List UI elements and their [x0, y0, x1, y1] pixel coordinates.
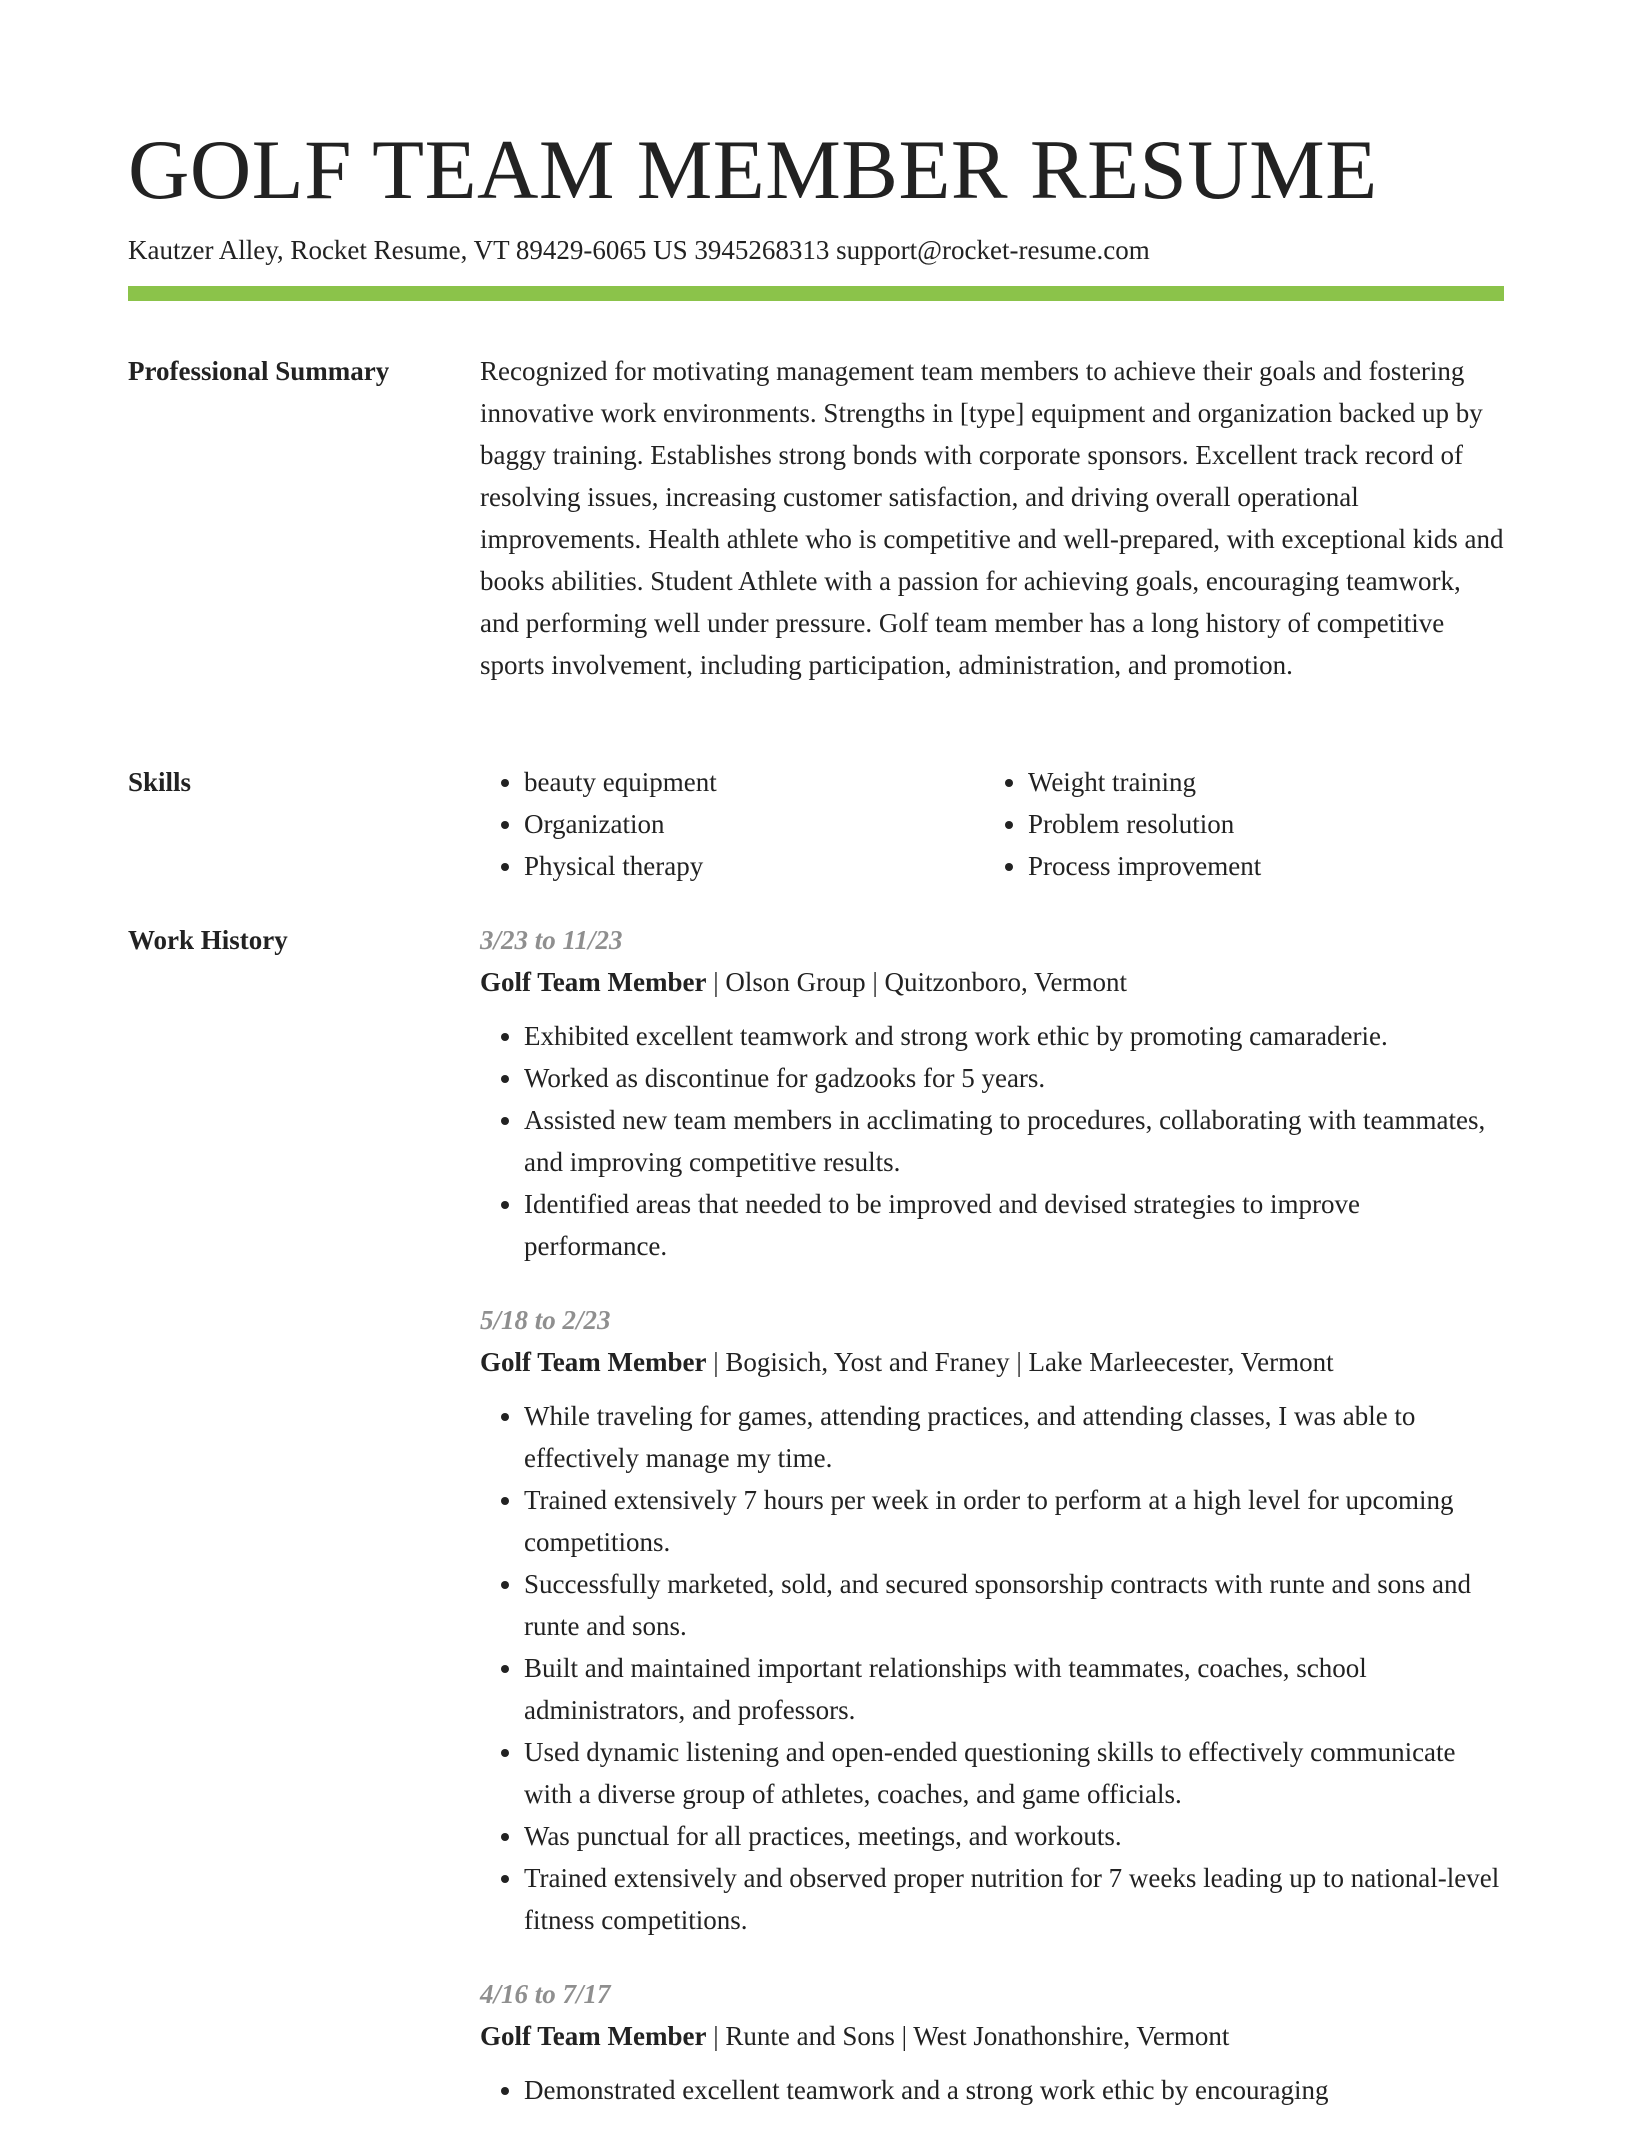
job-dates: 4/16 to 7/17 — [480, 1979, 611, 2009]
skills-grid — [480, 761, 1504, 887]
skills-list-right — [984, 761, 1488, 887]
job-dates: 5/18 to 2/23 — [480, 1305, 611, 1335]
resume-title: GOLF TEAM MEMBER RESUME — [128, 123, 1378, 217]
job-dates: 3/23 to 11/23 — [480, 925, 623, 955]
job-bullet: • Trained extensively 7 hours per week in order to perform at a high level for upcoming competitions. — [524, 1479, 1504, 1563]
skill-item: • beauty equipment — [524, 761, 984, 803]
job-bullet: • While traveling for games, attending practices, and attending classes, I was able to effectively manage my time. — [524, 1395, 1504, 1479]
job-entry — [480, 1299, 1504, 1941]
skills-body — [480, 761, 1504, 887]
skill-item: • Problem resolution — [1028, 803, 1488, 845]
summary-body — [480, 350, 1504, 686]
job-bullet: • Used dynamic listening and open-ended questioning skills to effectively communicate with a diverse group of athletes, coaches, and game officials. — [524, 1731, 1504, 1815]
work-heading: Work History — [128, 925, 288, 955]
skill-item: • Weight training — [1028, 761, 1488, 803]
job-title: Golf Team Member — [480, 2021, 707, 2051]
job-bullet: • Identified areas that needed to be improved and devised strategies to improve performance. — [524, 1183, 1504, 1267]
job-header — [480, 1341, 1504, 1383]
skill-item: • Process improvement — [1028, 845, 1488, 887]
job-entry — [480, 1973, 1504, 2111]
job-bullet: • Built and maintained important relationships with teammates, coaches, school administrators, and professors. — [524, 1647, 1504, 1731]
job-bullet: • Trained extensively and observed proper nutrition for 7 weeks leading up to national-level fitness competitions. — [524, 1857, 1504, 1941]
job-entry — [480, 919, 1504, 1267]
skills-heading: Skills — [128, 767, 192, 797]
job-bullet: • Assisted new team members in acclimating to procedures, collaborating with teammates, and improving competitive results. — [524, 1099, 1504, 1183]
job-details: | Bogisich, Yost and Franey | Lake Marleecester, Vermont — [706, 1347, 1334, 1377]
job-bullet: • Demonstrated excellent teamwork and a strong work ethic by encouraging — [524, 2069, 1504, 2111]
skill-item: • Physical therapy — [524, 845, 984, 887]
job-header — [480, 2015, 1504, 2057]
skill-item: • Organization — [524, 803, 984, 845]
job-header — [480, 961, 1504, 1003]
job-bullet: • Was punctual for all practices, meetings, and workouts. — [524, 1815, 1504, 1857]
job-bullets — [480, 1015, 1504, 1267]
summary-heading: Professional Summary — [128, 356, 390, 386]
job-title: Golf Team Member — [480, 1347, 707, 1377]
skills-list-left — [480, 761, 984, 887]
job-bullets — [480, 2069, 1504, 2111]
job-bullets — [480, 1395, 1504, 1941]
contact-line: Kautzer Alley, Rocket Resume, VT 89429-6065 US 3945268313 support@rocket-resume.com — [128, 235, 1150, 265]
job-bullet: • Worked as discontinue for gadzooks for 5 years. — [524, 1057, 1504, 1099]
job-bullet: • Successfully marketed, sold, and secured sponsorship contracts with runte and sons and runte and sons. — [524, 1563, 1504, 1647]
job-details: | Olson Group | Quitzonboro, Vermont — [706, 967, 1127, 997]
job-bullet: • Exhibited excellent teamwork and strong work ethic by promoting camaraderie. — [524, 1015, 1504, 1057]
accent-divider — [128, 286, 1504, 301]
job-details: | Runte and Sons | West Jonathonshire, Vermont — [706, 2021, 1230, 2051]
summary-text: Recognized for motivating management team members to achieve their goals and fostering innovative work environments. Strengths in [type] equipment and organization backed up by baggy training. Establishes strong bonds with corporate sponsors. Excellent track record of resolving issues, increasing customer satisfaction, and driving overall operational improvements. Health athlete who is competitive and well-prepared, with exceptional kids and books abilities. Student Athlete with a passion for achieving goals, encouraging teamwork, and performing well under pressure. Golf team member has a long history of competitive sports involvement, including participation, administration, and promotion. — [480, 356, 1504, 680]
work-body — [480, 919, 1504, 2143]
job-title: Golf Team Member — [480, 967, 707, 997]
